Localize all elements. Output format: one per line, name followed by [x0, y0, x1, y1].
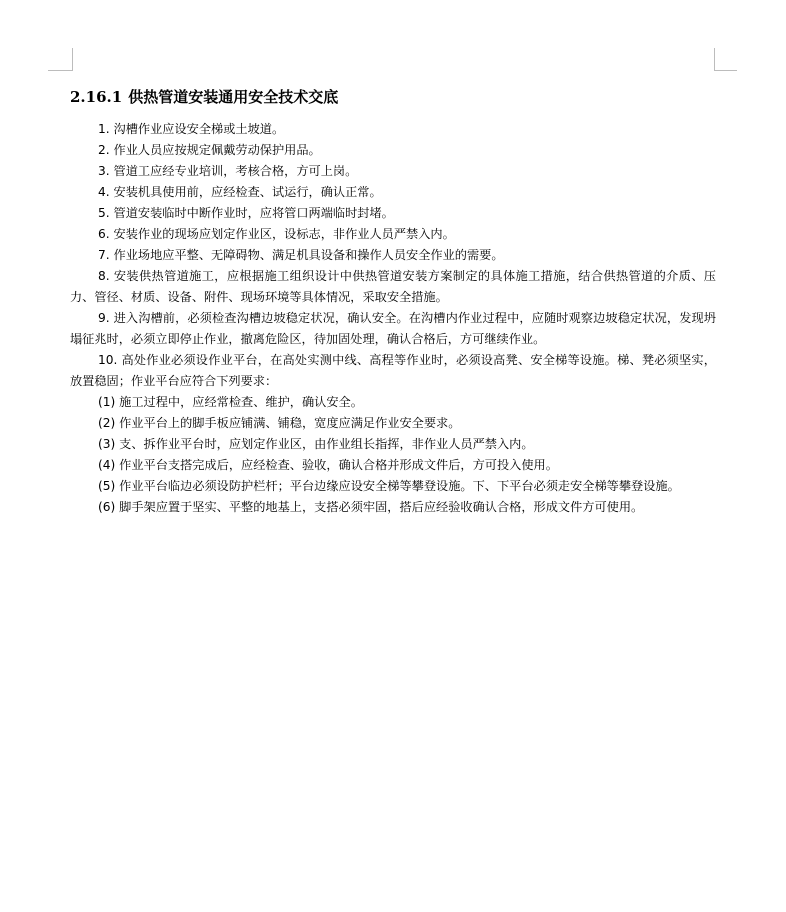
- sub-list-item: (1) 施工过程中，应经常检查、维护，确认安全。: [98, 395, 363, 409]
- top-right-margin-mark: [714, 48, 737, 71]
- list-item: 9. 进入沟槽前，必须检查沟槽边坡稳定状况，确认安全。在沟槽内作业过程中，应随时观察边坡稳定状况，发现坍塌征兆时，必须立即停止作业，撤离危险区，待加固处理，确认合格后，方可继续作业。: [70, 311, 716, 346]
- sub-list-item: (5) 作业平台临边必须设防护栏杆；平台边缘应设安全梯等攀登设施。下、下平台必须走安全梯等攀登设施。: [98, 479, 680, 493]
- section-number: 2.16.1: [70, 88, 123, 106]
- section-heading: [70, 86, 716, 108]
- list-item: 3. 管道工应经专业培训，考核合格，方可上岗。: [98, 164, 358, 178]
- sub-list-item: (6) 脚手架应置于坚实、平整的地基上，支搭必须牢固，搭后应经验收确认合格，形成文件方可使用。: [98, 500, 644, 514]
- list-item: 1. 沟槽作业应设安全梯或土坡道。: [98, 122, 285, 136]
- section-title: 供热管道安装通用安全技术交底: [128, 88, 339, 106]
- sub-list-item: (3) 支、拆作业平台时，应划定作业区，由作业组长指挥，非作业人员严禁入内。: [98, 437, 534, 451]
- sub-list-item: (2) 作业平台上的脚手板应铺满、铺稳，宽度应满足作业安全要求。: [98, 416, 461, 430]
- list-item: 10. 高处作业必须设作业平台，在高处实测中线、高程等作业时，必须设高凳、安全梯等设施。梯、凳必须坚实，放置稳固；作业平台应符合下列要求：: [70, 353, 716, 388]
- list-item: 4. 安装机具使用前，应经检查、试运行，确认正常。: [98, 185, 382, 199]
- document-body: [70, 86, 716, 518]
- sub-list-item: (4) 作业平台支搭完成后，应经检查、验收，确认合格并形成文件后，方可投入使用。: [98, 458, 558, 472]
- list-item: 7. 作业场地应平整、无障碍物、满足机具设备和操作人员安全作业的需要。: [98, 248, 504, 262]
- list-item: 6. 安装作业的现场应划定作业区，设标志，非作业人员严禁入内。: [98, 227, 455, 241]
- top-left-margin-mark: [48, 48, 73, 71]
- list-item: 2. 作业人员应按规定佩戴劳动保护用品。: [98, 143, 321, 157]
- list-item: 5. 管道安装临时中断作业时，应将管口两端临时封堵。: [98, 206, 394, 220]
- list-item: 8. 安装供热管道施工，应根据施工组织设计中供热管道安装方案制定的具体施工措施，结合供热管道的介质、压力、管径、材质、设备、附件、现场环境等具体情况，采取安全措施。: [70, 269, 716, 304]
